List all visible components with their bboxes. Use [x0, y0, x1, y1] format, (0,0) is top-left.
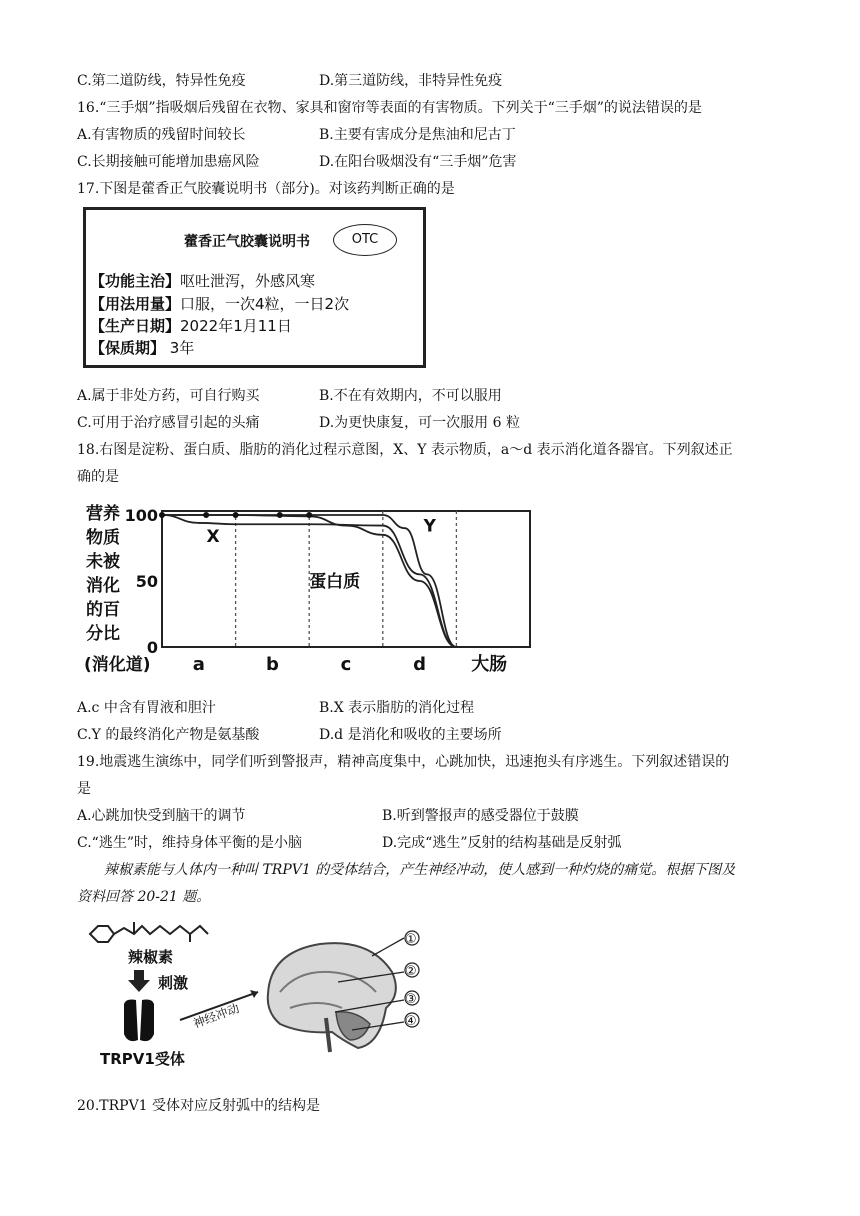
q19-option-d: D.完成“逃生”反射的结构基础是反射弧	[382, 835, 622, 851]
q17-option-a: A.属于非处方药，可自行购买	[77, 388, 260, 404]
y-label-line: 营养	[86, 504, 120, 524]
x-category-label: a	[192, 654, 205, 675]
marker-3: ③	[405, 992, 417, 1007]
label-row-usage: 【用法用量】口服，一次4粒，一日2次	[90, 295, 350, 313]
x-category-label: c	[340, 654, 352, 675]
digestion-chart	[80, 495, 540, 685]
passage-line2: 资料回答 20-21 题。	[77, 889, 211, 905]
q16-option-b: B.主要有害成分是焦油和尼古丁	[319, 127, 516, 143]
q18-option-c: C.Y 的最终消化产物是氨基酸	[77, 727, 260, 743]
q17-stem: 17.下图是藿香正气胶囊说明书（部分)。对该药判断正确的是	[77, 181, 455, 197]
y-label-line: 未被	[86, 552, 120, 572]
y-label-line: 分比	[86, 624, 120, 644]
data-dot	[233, 512, 239, 518]
q18-option-d: D.d 是消化和吸收的主要场所	[319, 727, 502, 743]
series-label: X	[206, 527, 220, 548]
series-label: 蛋白质	[309, 572, 361, 592]
stimulate-label: 刺激	[158, 974, 189, 992]
q16-option-d: D.在阳台吸烟没有“三手烟”危害	[319, 154, 517, 170]
y-tick-label: 0	[146, 638, 158, 657]
q17-option-d: D.为更快康复，可一次服用 6 粒	[319, 415, 520, 431]
y-axis-ticks	[125, 506, 158, 657]
series-label: Y	[423, 516, 436, 537]
trpv1-label: TRPV1受体	[100, 1050, 185, 1068]
q15-option-c: C.第二道防线，特异性免疫	[77, 73, 246, 89]
medicine-label	[83, 207, 426, 368]
q18-stem-line2: 确的是	[77, 469, 119, 485]
y-tick-label: 50	[135, 572, 158, 591]
data-dot	[159, 512, 165, 518]
x-axis-label: (消化道)	[84, 655, 151, 675]
label-row-production-date: 【生产日期】2022年1月11日	[90, 317, 292, 335]
q16-option-a: A.有害物质的残留时间较长	[77, 127, 246, 143]
label-row-function: 【功能主治】呕吐泄泻，外感风寒	[90, 272, 316, 290]
capsaicin-molecule-icon	[90, 922, 208, 942]
x-category-label: d	[413, 654, 427, 675]
q18-stem-line1: 18.右图是淀粉、蛋白质、脂肪的消化过程示意图，X、Y 表示物质，a～d 表示消化道各器官。下列叙述正	[77, 442, 733, 458]
medicine-label-title: 藿香正气胶囊说明书	[184, 234, 310, 250]
q15-option-d: D.第三道防线，非特异性免疫	[319, 73, 503, 89]
trpv1-receptor-icon	[124, 1000, 154, 1042]
q19-option-b: B.听到警报声的感受器位于鼓膜	[382, 808, 579, 824]
marker-2: ②	[405, 964, 417, 979]
q17-option-b: B.不在有效期内，不可以服用	[319, 388, 502, 404]
q18-option-b: B.X 表示脂肪的消化过程	[319, 700, 475, 716]
x-category-label: b	[265, 654, 279, 675]
q18-option-a: A.c 中含有胃液和胆汁	[77, 700, 216, 716]
brain-icon	[268, 943, 396, 1052]
marker-1: ①	[405, 932, 417, 947]
label-row-shelf-life: 【保质期】 3年	[90, 339, 195, 357]
y-label-line: 消化	[86, 576, 120, 596]
data-dot	[203, 512, 209, 518]
capsaicin-label: 辣椒素	[128, 948, 174, 966]
q16-stem: 16.“三手烟”指吸烟后残留在衣物、家具和窗帘等表面的有害物质。下列关于“三手烟”的说法错误的是	[77, 100, 702, 116]
y-axis-label	[86, 503, 121, 644]
y-label-line: 的百	[86, 600, 120, 620]
q17-option-c: C.可用于治疗感冒引起的头痛	[77, 415, 260, 431]
impulse-label: 神经冲动	[191, 1001, 242, 1031]
x-axis-categories	[193, 653, 507, 675]
x-category-label: 大肠	[471, 654, 508, 675]
data-dot	[277, 512, 283, 518]
otc-badge: OTC	[333, 224, 397, 256]
y-label-line: 物质	[86, 528, 120, 548]
q20-stem: 20.TRPV1 受体对应反射弧中的结构是	[77, 1098, 321, 1114]
q19-option-a: A.心跳加快受到脑干的调节	[77, 808, 246, 824]
q19-stem-line2: 是	[77, 781, 91, 797]
y-tick-label: 100	[124, 506, 158, 525]
data-dot	[306, 512, 312, 518]
capsaicin-brain-figure	[80, 912, 440, 1087]
down-arrow-icon	[128, 970, 150, 992]
marker-4: ④	[405, 1014, 417, 1029]
passage-line1: 辣椒素能与人体内一种叫 TRPV1 的受体结合，产生神经冲动，使人感到一种灼烧的痛觉。根据下图及	[104, 862, 736, 878]
q19-stem-line1: 19.地震逃生演练中，同学们听到警报声，精神高度集中，心跳加快，迅速抱头有序逃生。下列叙述错误的	[77, 754, 730, 770]
q19-option-c: C.“逃生”时，维持身体平衡的是小脑	[77, 835, 302, 851]
q16-option-c: C.长期接触可能增加患癌风险	[77, 154, 260, 170]
